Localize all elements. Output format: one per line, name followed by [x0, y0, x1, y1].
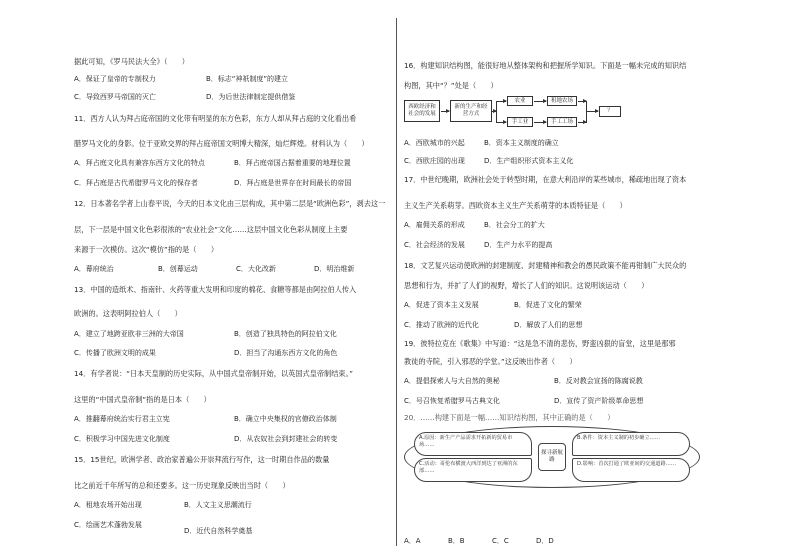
diagram-arrow [496, 122, 506, 123]
diagram-box-new-methods: 新的生产和经营方式 [450, 100, 492, 122]
question-15: 15．15世纪，欧洲学者、政治家普遍公开崇拜流行写作，这一时期自作品的数量 [74, 455, 330, 464]
option-c: C．传播了欧洲文明的成果 [74, 349, 156, 357]
diagram-arrow [492, 111, 496, 112]
column-divider [396, 18, 397, 546]
question-14: 14．有学者说：“日本天皇制的历史实际，从中国式皇帝制开始，以英国式皇帝制结束。” [74, 369, 353, 378]
option-c: C．绘画艺术蓬勃发展 [74, 521, 142, 529]
option-c: C．导致西罗马帝国的灭亡 [74, 93, 156, 101]
question-16-line2: 构图，其中“？”处是（ ） [404, 81, 498, 90]
diagram-box-farm: 租地农场 [547, 96, 577, 106]
option-a: A．促进了资本主义发展 [404, 301, 479, 309]
option-b: B．标志“神祇制度”的建立 [206, 75, 289, 83]
option-c: C．C [492, 537, 509, 545]
option-a: A．租地农场开始出现 [74, 501, 142, 509]
question-19: 19．彼特拉克在《歌集》中写道：“这是急不清的悲伤，野蛮凶狠的盲堂，这里是那邪 [404, 339, 676, 348]
option-c: C．推动了欧洲的近代化 [404, 321, 479, 329]
question-stem: 据此可知，《罗马民法大全》（ ） [74, 57, 189, 66]
option-c: C．积极学习中国先进文化制度 [74, 435, 170, 443]
question-15-line2: 比之前近千年所写的总和还要多。这一历史现象反映出当时（ ） [74, 481, 290, 490]
question-17: 17．中世纪晚期，欧洲社会处于转型时期，在意大利沿岸的某些城市，稀疏地出现了资本 [404, 175, 687, 184]
option-d: D．近代自然科学奠基 [184, 527, 253, 535]
diagram-box-economy: 西欧经济和社会的发展 [404, 100, 440, 122]
diagram-line [578, 101, 586, 102]
option-d: D．生产组织形式资本主义化 [484, 157, 574, 165]
diagram-arrow [534, 101, 546, 102]
option-d: D．为后世法律制定提供借鉴 [206, 93, 296, 101]
diagram-box-agriculture: 农业 [507, 96, 533, 106]
option-a: A．雇佣关系的形成 [404, 221, 465, 229]
question-14-line2: 这里的“中国式皇帝制”指的是日本（ ） [74, 395, 211, 404]
option-b: B．人文主义思潮流行 [184, 501, 252, 509]
question-19-line2: 教徒的寺院，引入邪恶的学堂。”这反映出作者（ ） [404, 357, 577, 366]
diagram-line [578, 122, 586, 123]
option-a: A．拜占庭文化具有兼容东西方文化的特点 [74, 159, 205, 167]
concept-petal-c: C.活动：哥伦布横渡大西洋到达了亚洲的东部…… [414, 458, 532, 482]
knowledge-structure-diagram [404, 96, 734, 130]
option-d: D．解放了人们的思想 [514, 321, 583, 329]
diagram-box-workshop: 手工工场 [547, 117, 577, 127]
diagram-box-handicraft: 手工业 [507, 117, 533, 127]
question-12-line2: 层，下一层是中国文化色彩很浓的“农业社会”文化……这层中国文化色彩从制度上主要 [74, 225, 348, 234]
option-d: D．宣传了资产阶级革命思想 [554, 397, 644, 405]
question-17-line2: 主义生产关系萌芽。西欧资本主义生产关系萌芽的本质特征是（ ） [404, 201, 627, 210]
question-16: 16．构建知识结构图，能很好地从整体架构和把握所学知识。下面是一幅未完成的知识结 [404, 61, 687, 70]
option-b: B．拜占庭帝国占据着重要的地理位置 [234, 159, 351, 167]
option-a: A．幕府统治 [74, 265, 114, 273]
question-20: 20．……构建下面是一幅……知识结构图，其中正确的是（ ） [404, 413, 615, 422]
option-d: D．拜占庭是世界存在时间最长的帝国 [234, 179, 352, 187]
option-b: B．B [448, 537, 465, 545]
concept-petal-d: D.影响：首次打通了欧亚间的交通道路…… [572, 458, 690, 482]
question-11-line2: 腊罗马文化的身影。位于亚欧交界的拜占庭帝国文明博大精深，灿烂辉煌。材料认为（ ） [74, 139, 369, 148]
concept-petal-a: A.原因：新生产产品需求开拓新的贸易市场…… [414, 432, 532, 456]
option-c: C．社会经济的发展 [404, 241, 465, 249]
diagram-arrow [496, 101, 506, 102]
option-b: B．确立中央集权的官僚政治体制 [234, 415, 337, 423]
option-a: A．A [404, 537, 421, 545]
option-a: A．西欧城市的兴起 [404, 139, 465, 147]
option-d: D．明治维新 [314, 265, 355, 273]
option-a: A．保证了皇帝的专制权力 [74, 75, 156, 83]
concept-petal-b: B.条件：资本主义制的初步确立…… [572, 432, 690, 456]
concept-center: 探寻新航路 [538, 443, 566, 471]
diagram-box-question: ？ [599, 106, 621, 117]
option-a: A．提倡探索人与大自然的奥秘 [404, 377, 500, 385]
option-d: D．D [536, 537, 554, 545]
option-a: A．建立了地跨亚欧非三洲的大帝国 [74, 330, 184, 338]
question-11: 11．西方人认为拜占庭帝国的文化带有明显的东方色彩，东方人却从拜占庭的文化看出希 [74, 114, 357, 123]
option-b: B．创幕运动 [158, 265, 198, 273]
option-a: A．推翻幕府统治实行君主立宪 [74, 415, 170, 423]
question-18-line2: 思想和行为，并扩了人们的视野，增长了人们的知识。这说明该运动（ ） [404, 281, 649, 290]
option-c: C．西欧庄园的出现 [404, 157, 465, 165]
option-b: B．创造了独具特色的阿拉伯文化 [234, 330, 337, 338]
option-d: D．从农奴社会到封建社会的转变 [234, 435, 338, 443]
option-d: D．生产力水平的提高 [484, 241, 553, 249]
diagram-arrow [441, 111, 449, 112]
option-b: B．资本主义制度的确立 [484, 139, 559, 147]
option-c: C．号召恢复希腊罗马古典文化 [404, 397, 500, 405]
diagram-arrow [534, 122, 546, 123]
option-c: C．大化改新 [236, 265, 276, 273]
option-c: C．拜占庭是古代希腊罗马文化的保存者 [74, 179, 198, 187]
question-13-line2: 欧洲的。这表明阿拉伯人（ ） [74, 309, 182, 318]
diagram-arrow [586, 111, 598, 112]
concept-map [404, 426, 704, 488]
option-b: B．促进了文化的繁荣 [514, 301, 582, 309]
option-b: B．反对教会宣扬的陈腐说教 [554, 377, 643, 385]
option-b: B．社会分工的扩大 [484, 221, 545, 229]
question-18: 18．文艺复兴运动使欧洲的封建制度、封建精神和教会的愚民政策不能再钳制广大民众的 [404, 261, 687, 270]
question-12-line3: 来源于一次模仿。这次“模仿”指的是（ ） [74, 245, 219, 254]
question-12: 12．日本著名学者上山春平说，今天的日本文化由三层构成，其中第二层是“欧洲色彩”，剥去这一 [74, 199, 386, 208]
question-13: 13．中国的造纸术、指南针、火药等重大发明和印度的棉花、食糖等都是由阿拉伯人传入 [74, 285, 357, 294]
option-d: D．担当了沟通东西方文化的角色 [234, 349, 338, 357]
